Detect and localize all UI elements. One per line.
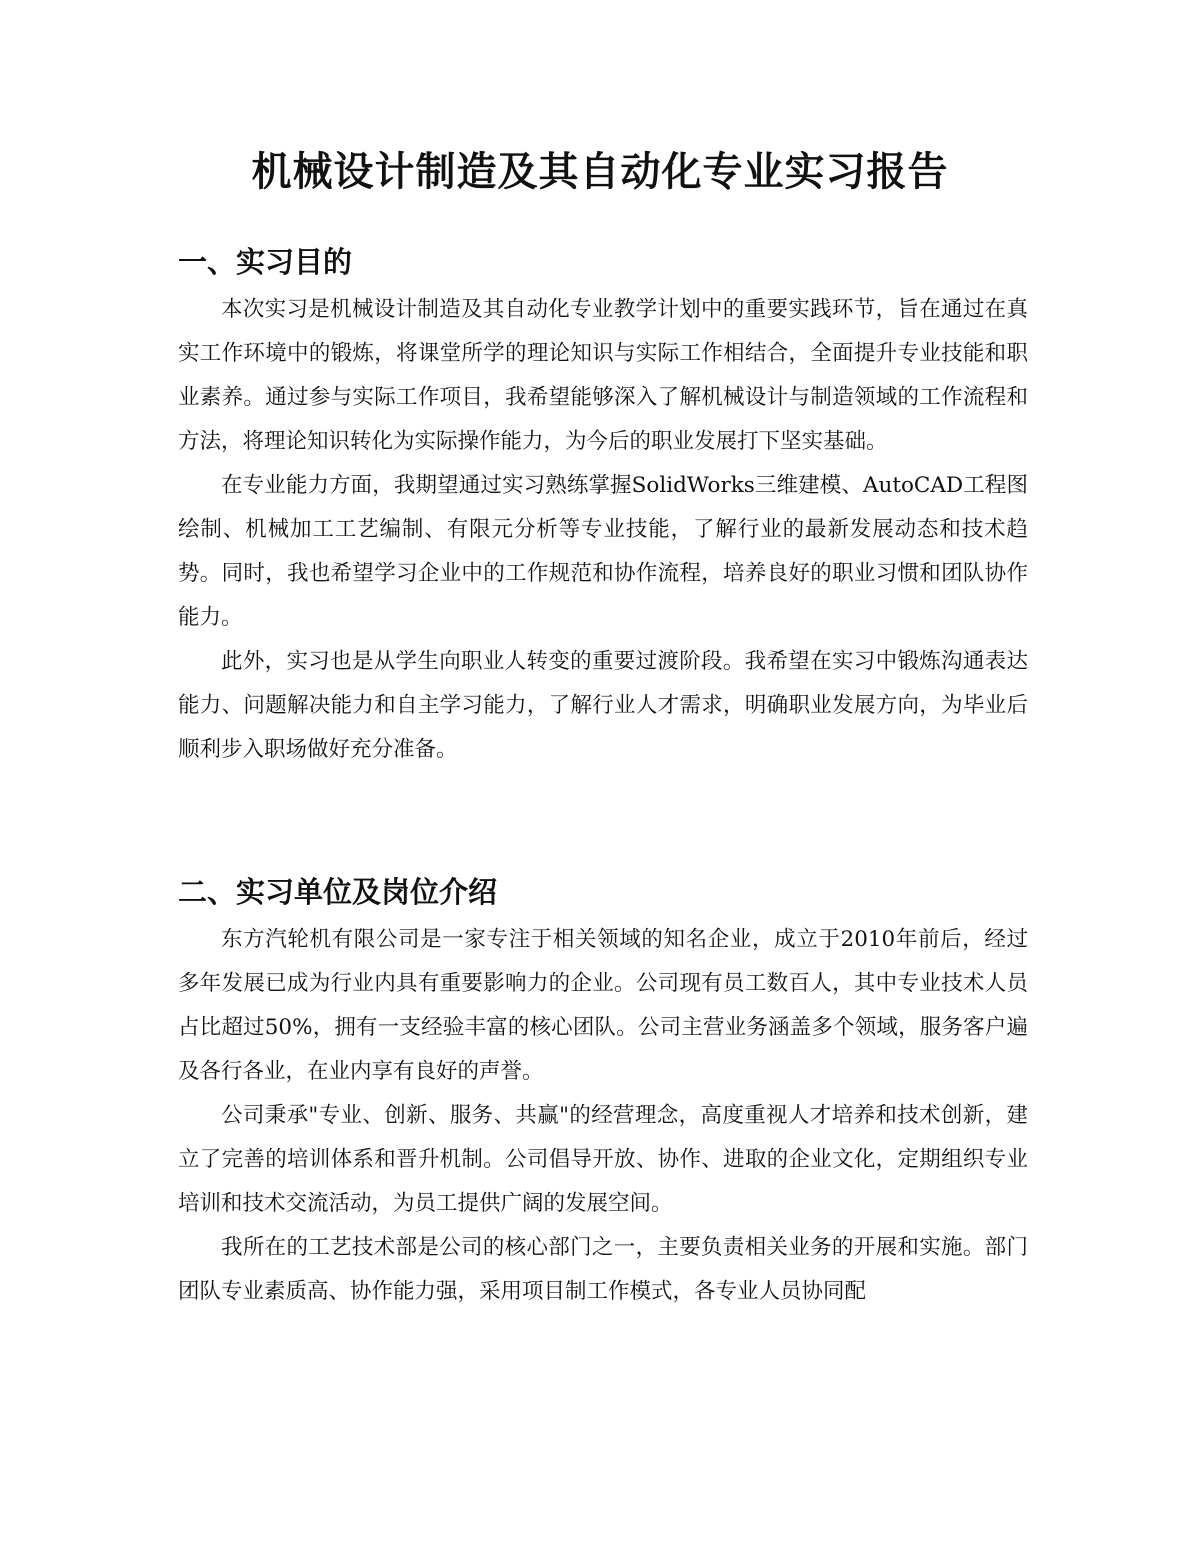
- paragraph: 本次实习是机械设计制造及其自动化专业教学计划中的重要实践环节，旨在通过在真实工作环境中的锻炼，将课堂所学的理论知识与实际工作相结合，全面提升专业技能和职业素养。通过参与实际工作项目，我希望能够深入了解机械设计与制造领域的工作流程和方法，将理论知识转化为实际操作能力，为今后的职业发展打下坚实基础。: [178, 297, 1028, 454]
- paragraph: 我所在的工艺技术部是公司的核心部门之一，主要负责相关业务的开展和实施。部门团队专业素质高、协作能力强，采用项目制工作模式，各专业人员协同配: [178, 1235, 1028, 1304]
- section-internship-purpose: [178, 240, 1028, 772]
- paragraph: 此外，实习也是从学生向职业人转变的重要过渡阶段。我希望在实习中锻炼沟通表达能力、问题解决能力和自主学习能力，了解行业人才需求，明确职业发展方向，为毕业后顺利步入职场做好充分准备。: [178, 649, 1028, 762]
- paragraph: 在专业能力方面，我期望通过实习熟练掌握SolidWorks三维建模、AutoCAD工程图绘制、机械加工工艺编制、有限元分析等专业技能，了解行业的最新发展动态和技术趋势。同时，我也希望学习企业中的工作规范和协作流程，培养良好的职业习惯和团队协作能力。: [178, 473, 1028, 630]
- paragraph: 公司秉承"专业、创新、服务、共赢"的经营理念，高度重视人才培养和技术创新，建立了完善的培训体系和晋升机制。公司倡导开放、协作、进取的企业文化，定期组织专业培训和技术交流活动，为员工提供广阔的发展空间。: [178, 1103, 1028, 1216]
- document-title: 机械设计制造及其自动化专业实习报告: [251, 149, 949, 195]
- section-heading: 一、实习目的: [178, 245, 353, 279]
- section-company-and-position: [178, 870, 1028, 1314]
- section-heading: 二、实习单位及岗位介绍: [178, 875, 498, 909]
- paragraph: 东方汽轮机有限公司是一家专注于相关领域的知名企业，成立于2010年前后，经过多年发展已成为行业内具有重要影响力的企业。公司现有员工数百人，其中专业技术人员占比超过50%，拥有一支经验丰富的核心团队。公司主营业务涵盖多个领域，服务客户遍及各行各业，在业内享有良好的声誉。: [178, 927, 1028, 1084]
